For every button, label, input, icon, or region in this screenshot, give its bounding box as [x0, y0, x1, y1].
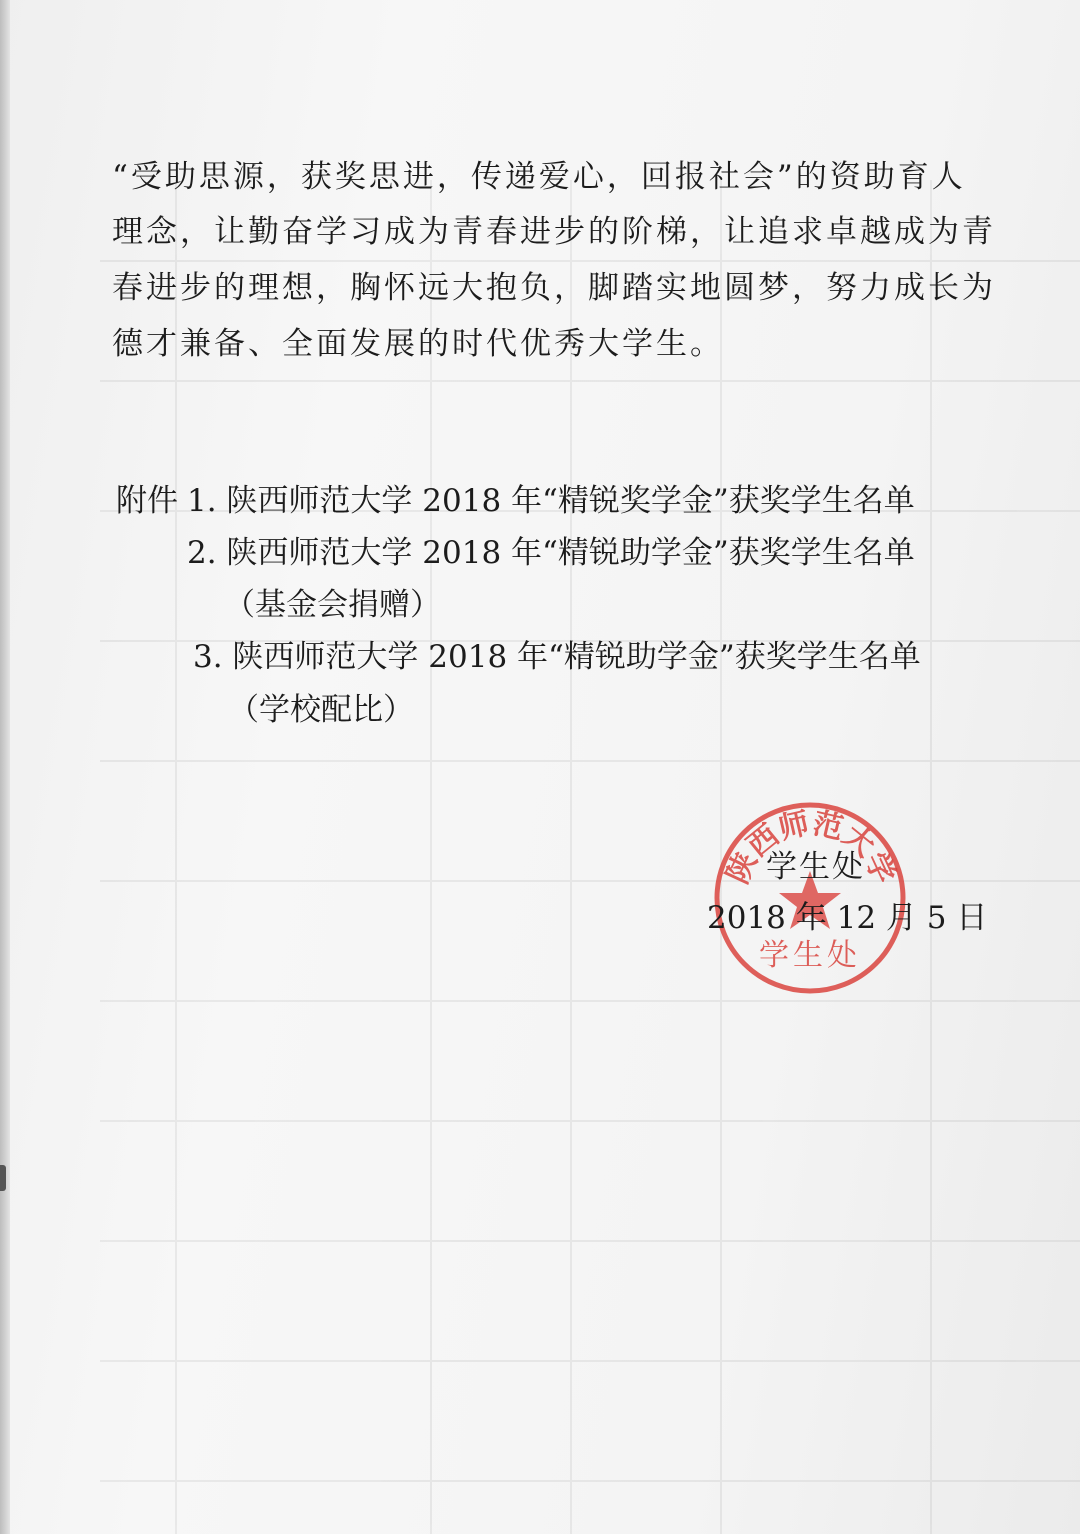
body-line-2: 理念，让勤奋学习成为青春进步的阶梯，让追求卓越成为青	[112, 214, 996, 250]
seal-bottom-text: 学生处	[759, 938, 861, 973]
body-line-3: 春进步的理想，胸怀远大抱负，脚踏实地圆梦，努力成长为	[112, 270, 996, 306]
attachment-item-1: 1. 陕西师范大学 2018 年“精锐奖学金”获奖学生名单	[187, 483, 915, 519]
attachment-item-2: 2. 陕西师范大学 2018 年“精锐助学金”获奖学生名单	[187, 535, 915, 571]
seal-arc-text: 陕西师范大学	[720, 805, 902, 890]
reverse-side-table-bleed	[100, 180, 1080, 1534]
attachments-label: 附件	[116, 483, 178, 519]
body-line-4: 德才兼备、全面发展的时代优秀大学生。	[112, 326, 724, 362]
signature-office: 学生处	[766, 849, 865, 885]
body-line-1: “受助思源，获奖思进，传递爱心，回报社会”的资助育人	[112, 159, 966, 195]
signature-date: 2018 年 12 月 5 日	[707, 900, 988, 936]
attachment-item-2-note: （基金会捐赠）	[224, 587, 441, 623]
attachment-item-3: 3. 陕西师范大学 2018 年“精锐助学金”获奖学生名单	[193, 639, 921, 675]
page-edge	[0, 0, 10, 1534]
binding-clip	[0, 1165, 6, 1191]
attachment-item-3-note: （学校配比）	[228, 692, 414, 728]
